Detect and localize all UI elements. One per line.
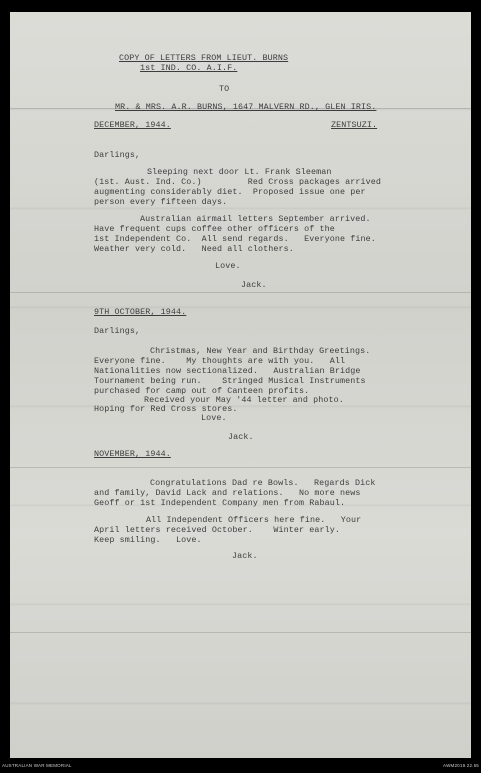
paper-fold-line (10, 292, 471, 293)
letter2-text-line: Nationalities now sectionalized. Australian Bridge (94, 366, 361, 376)
letter3-signature: Jack. (232, 551, 258, 561)
letter2-text-line: Christmas, New Year and Birthday Greetings. (150, 346, 371, 356)
letter1-text-line: person every fifteen days. (94, 197, 228, 207)
letter1-text-line: Have frequent cups coffee other officers of the (94, 224, 335, 234)
letter1-place: ZENTSUZI. (331, 120, 378, 130)
letter3-date: NOVEMBER, 1944. (94, 449, 171, 459)
letter2-text-line: Everyone fine. My thoughts are with you. All (94, 356, 346, 366)
addressee: MR. & MRS. A.R. BURNS, 1647 MALVERN RD., GLEN IRIS. (115, 102, 377, 112)
letter1-signature: Jack. (241, 280, 267, 290)
letter1-text-line: Sleeping next door Lt. Frank Sleeman (147, 167, 332, 177)
letter3-text-line: Keep smiling. Love. (94, 535, 202, 545)
letter3-text-line: April letters received October. Winter early. (94, 525, 341, 535)
letter2-text-line: Hoping for Red Cross stores. (94, 404, 238, 414)
letter2-closing: Love. (201, 413, 227, 423)
letter3-text-line: and family, David Lack and relations. No more news (94, 488, 361, 498)
letter2-text-line: Received your May '44 letter and photo. (144, 395, 344, 405)
letter1-text-line: augmenting considerably diet. Proposed issue one per (94, 187, 366, 197)
to-label: TO (219, 84, 230, 94)
letter1-closing: Love. (215, 261, 241, 271)
letter3-text-line: All Independent Officers here fine. Your (146, 515, 362, 525)
letter2-text-line: purchased for camp out of Canteen profits. (94, 386, 310, 396)
letter1-text-line: Australian airmail letters September arrived. (140, 214, 371, 224)
archive-reference: AWM2019.22.55 (443, 763, 479, 768)
letter3-text-line: Geoff or 1st Independent Company men from Rabaul. (94, 498, 346, 508)
letter1-text-line: 1st Independent Co. All send regards. Everyone fine. (94, 234, 376, 244)
letter2-salutation: Darlings, (94, 326, 141, 336)
archive-credit: AUSTRALIAN WAR MEMORIAL (2, 763, 72, 768)
document-subtitle: 1st IND. CO. A.I.F. (140, 63, 238, 73)
letter1-text-line: Weather very cold. Need all clothers. (94, 244, 294, 254)
letter2-signature: Jack. (228, 432, 254, 442)
letter3-text-line: Congratulations Dad re Bowls. Regards Dick (150, 478, 376, 488)
paper-fold-line (10, 632, 471, 633)
letter2-text-line: Tournament being run. Stringed Musical Instruments (94, 376, 366, 386)
document-title: COPY OF LETTERS FROM LIEUT. BURNS (119, 53, 289, 63)
letter2-date: 9TH OCTOBER, 1944. (94, 307, 187, 317)
letter1-text-line: (1st. Aust. Ind. Co.) Red Cross packages arrived (94, 177, 382, 187)
letter1-date: DECEMBER, 1944. (94, 120, 171, 130)
paper-fold-line (10, 467, 471, 468)
letter1-salutation: Darlings, (94, 150, 141, 160)
